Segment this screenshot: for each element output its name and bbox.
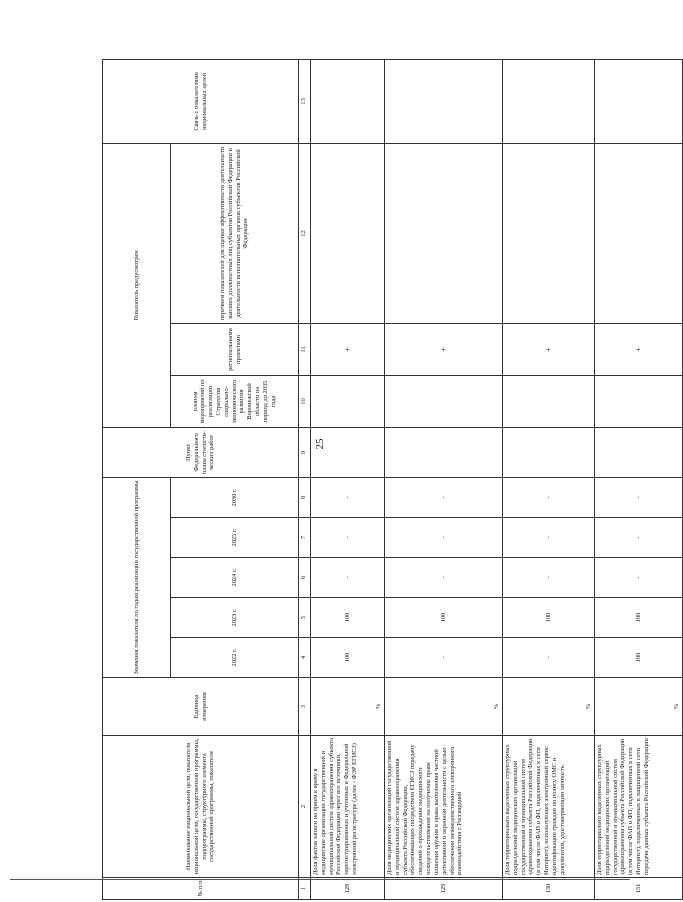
row-name: Доля фактов записи на прием к врачу в медицинские организации государственной и муниципальной систем здравоохранения субъекта Российской Федерации через все источники, зарегистрированных и учтенных в Федеральной электронной регистратуре (далее - ФЭР ЕГИСЗ) <box>311 736 385 878</box>
row-value-2022: 100 <box>311 638 385 678</box>
header-strategy: планом мероприятий по реализации Стратегии социально-экономического развития Воронежской области на период до 2035 года <box>171 375 299 427</box>
page-number: 25 <box>314 438 326 450</box>
row-value-2025: - <box>595 518 683 558</box>
row-link <box>503 59 595 143</box>
row-value-2023: 100 <box>503 598 595 638</box>
row-num: 129 <box>385 878 503 900</box>
column-number-row <box>299 59 311 899</box>
row-value-2030: - <box>311 477 385 517</box>
table-row <box>503 59 595 899</box>
row-name: Доля территориально выделенных структурных подразделений медицинских организаций государственной и муниципальной систем здравоохранения субъекта Российской Федерации (в том числе ФАП и ФП, подключенных к сети Интернет), использующих электронный сервис идентификации граждан по полису ОМС и документам, удостоверяющим личность <box>503 736 595 878</box>
row-name: Доля территориально выделенных структурных подразделений медицинских организаций государственной и муниципальной систем здравоохранения субъекта Российской Федерации (в том числе ФАП и ФП, подключенных к сети Интернет), подключенных к защищенной сети передачи данных субъекта Российской Федерации <box>595 736 683 878</box>
row-national-projects: + <box>595 323 683 375</box>
column-number: 11 <box>299 323 311 375</box>
row-link <box>385 59 503 143</box>
row-value-2023: 100 <box>311 598 385 638</box>
row-value-2024: - <box>595 558 683 598</box>
row-num: 128 <box>311 878 385 900</box>
column-number: 12 <box>299 143 311 323</box>
row-unit: % <box>595 678 683 736</box>
row-strategy <box>311 375 385 427</box>
row-value-2024: - <box>503 558 595 598</box>
header-num: № п/п <box>103 878 299 900</box>
header-national-projects: региональными проектами <box>171 323 299 375</box>
row-evaluation <box>385 143 503 323</box>
row-value-2025: - <box>385 518 503 558</box>
row-value-2022: - <box>503 638 595 678</box>
column-number: 7 <box>299 518 311 558</box>
header-values-group: Значения показателя по годам реализации государственной программы <box>103 477 171 677</box>
row-strategy <box>503 375 595 427</box>
row-evaluation <box>503 143 595 323</box>
row-unit: % <box>311 678 385 736</box>
row-unit: % <box>503 678 595 736</box>
column-number: 9 <box>299 427 311 477</box>
row-fed-plan <box>595 427 683 477</box>
header-row-1 <box>103 59 171 899</box>
row-num: 130 <box>503 878 595 900</box>
indicators-table <box>102 59 683 900</box>
row-evaluation <box>595 143 683 323</box>
row-value-2030: - <box>385 477 503 517</box>
row-evaluation <box>311 143 385 323</box>
header-fed-plan: Пункт Федерального плана статисти-ческих работ <box>103 427 299 477</box>
row-value-2024: - <box>385 558 503 598</box>
header-provided-group: Показатель предусмотрен <box>103 143 171 427</box>
column-number: 6 <box>299 558 311 598</box>
row-link <box>595 59 683 143</box>
column-number: 2 <box>299 736 311 878</box>
table-row <box>311 59 385 899</box>
header-name: Наименование национальной цели, показателя национальной цели, государственной программы, подпрограммы, структурного элемента государственной программы, показателя <box>103 736 299 878</box>
header-year-2022: 2022 г. <box>171 638 299 678</box>
row-value-2025: - <box>503 518 595 558</box>
row-num: 131 <box>595 878 683 900</box>
row-value-2022: - <box>385 638 503 678</box>
header-evaluation: перечнем показателей для оценки эффективности деятельности высших должностных лиц субъектов Российской Федерации и деятельности исполнительных органов субъектов Российской Федерации <box>171 143 299 323</box>
row-value-2022: 100 <box>595 638 683 678</box>
header-year-2024: 2024 г. <box>171 558 299 598</box>
row-national-projects: + <box>311 323 385 375</box>
row-fed-plan <box>311 427 385 477</box>
header-year-2030: 2030 г. <box>171 477 299 517</box>
header-year-2023: 2023 г. <box>171 598 299 638</box>
row-name: Доля медицинских организаций государственной и муниципальной систем здравоохранения субъекта Российской Федерации, обеспечивающих посредством ЕГИСЗ передачу сведений о прохождении медицинского освидетельствования на получение права ношения оружия и права выполнения частной детективной и охранной деятельности с целью обеспечения межведомственного электронного взаимодействия с Росгвардией <box>385 736 503 878</box>
column-number: 13 <box>299 59 311 143</box>
page-bottom-rule <box>10 879 630 880</box>
row-national-projects: + <box>385 323 503 375</box>
row-fed-plan <box>503 427 595 477</box>
header-unit: Единица измерения <box>103 678 299 736</box>
row-national-projects: + <box>503 323 595 375</box>
column-number: 10 <box>299 375 311 427</box>
column-number: 8 <box>299 477 311 517</box>
header-link: Связь с показателями национальных целей <box>103 59 299 143</box>
row-value-2024: - <box>311 558 385 598</box>
table-row <box>595 59 683 899</box>
column-number: 5 <box>299 598 311 638</box>
table-row <box>385 59 503 899</box>
row-strategy <box>595 375 683 427</box>
column-number: 3 <box>299 678 311 736</box>
row-fed-plan <box>385 427 503 477</box>
row-value-2030: - <box>595 477 683 517</box>
column-number: 1 <box>299 878 311 900</box>
row-link <box>311 59 385 143</box>
row-value-2023: 100 <box>595 598 683 638</box>
rotated-table-wrapper <box>102 60 681 900</box>
row-value-2025: - <box>311 518 385 558</box>
row-strategy <box>385 375 503 427</box>
row-value-2030: - <box>503 477 595 517</box>
column-number: 4 <box>299 638 311 678</box>
header-year-2025: 2025 г. <box>171 518 299 558</box>
row-unit: % <box>385 678 503 736</box>
row-value-2023: 100 <box>385 598 503 638</box>
